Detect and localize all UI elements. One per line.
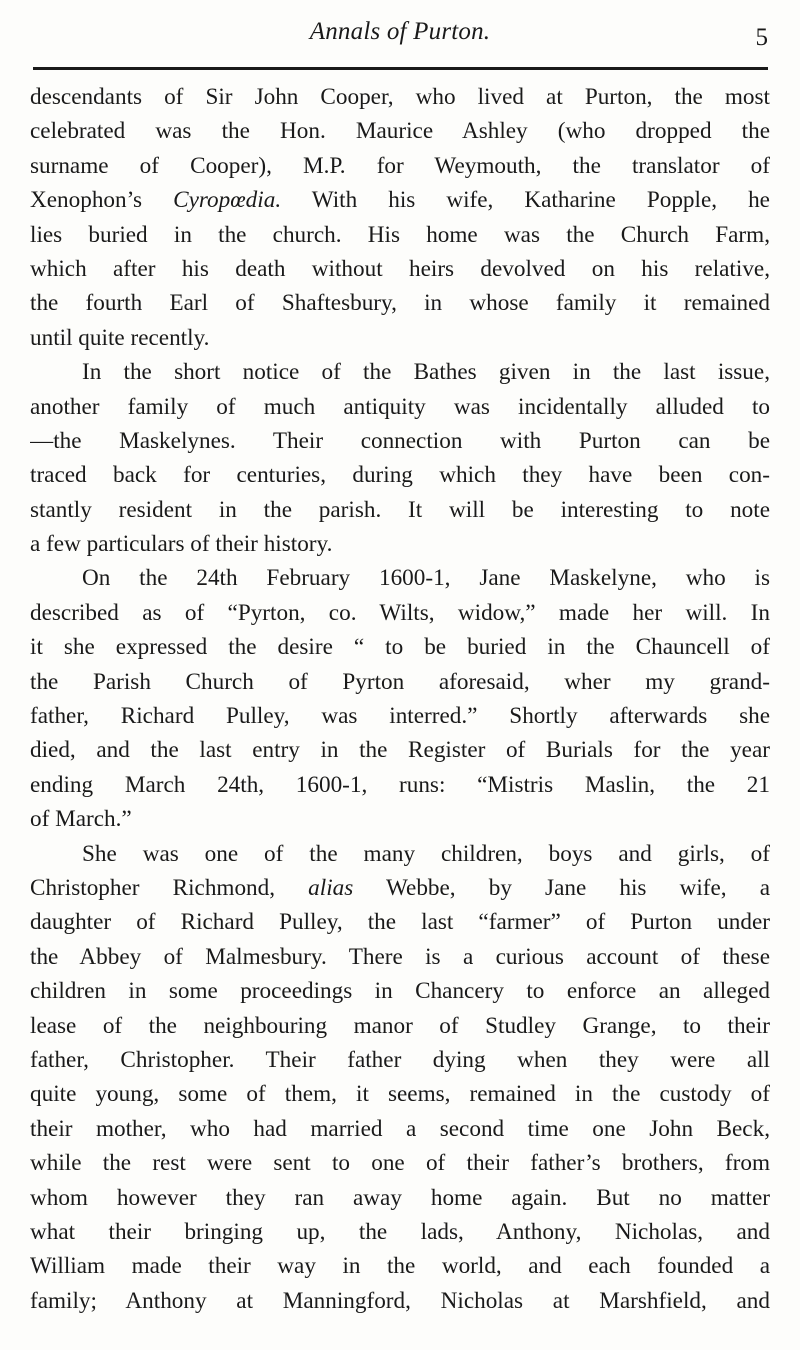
text-line: Xenophon’s Cyropœdia. With his wife, Katharine Popple, he xyxy=(30,187,770,214)
text-line: ending March 24th, 1600-1, runs: “Mistris Maslin, the 21 xyxy=(30,771,770,798)
text-line: In the short notice of the Bathes given in the last issue, xyxy=(82,359,770,386)
text-line: traced back for centuries, during which they have been con- xyxy=(30,462,770,489)
text-line: described as of “Pyrton, co. Wilts, widow,” made her will. In xyxy=(30,599,770,626)
text-line: the Abbey of Malmesbury. There is a curious account of these xyxy=(30,943,770,970)
text-line: William made their way in the world, and each founded a xyxy=(30,1253,770,1280)
text-line: surname of Cooper), M.P. for Weymouth, the translator of xyxy=(30,152,770,179)
text-line: father, Richard Pulley, was interred.” Shortly afterwards she xyxy=(30,703,770,730)
text-line: On the 24th February 1600-1, Jane Maskelyne, who is xyxy=(82,565,770,592)
text-line: while the rest were sent to one of their father’s brothers, from xyxy=(30,1150,770,1177)
text-line: a few particulars of their history. xyxy=(30,531,333,558)
text-line: of March.” xyxy=(30,806,132,833)
text-line: family; Anthony at Manningford, Nicholas at Marshfield, and xyxy=(30,1287,770,1314)
running-title: Annals of Purton. xyxy=(309,18,491,45)
text-line: another family of much antiquity was incidentally alluded to xyxy=(30,393,770,420)
text-line: Christopher Richmond, alias Webbe, by Jane his wife, a xyxy=(30,874,770,901)
text-line: She was one of the many children, boys and girls, of xyxy=(82,840,770,867)
text-line: —the Maskelynes. Their connection with Purton can be xyxy=(30,427,770,454)
text-line: the Parish Church of Pyrton aforesaid, wher my grand- xyxy=(30,668,770,695)
text-line: stantly resident in the parish. It will be interesting to note xyxy=(30,496,770,523)
page-number: 5 xyxy=(755,24,768,51)
header-rule xyxy=(33,67,768,70)
body-text xyxy=(30,80,770,1318)
text-line: descendants of Sir John Cooper, who lived at Purton, the most xyxy=(30,84,770,110)
text-line: died, and the last entry in the Register of Burials for the year xyxy=(30,737,770,764)
text-line: lies buried in the church. His home was the Church Farm, xyxy=(30,221,770,248)
text-line: what their bringing up, the lads, Anthony, Nicholas, and xyxy=(30,1218,770,1245)
page-header xyxy=(30,18,770,58)
text-line: until quite recently. xyxy=(30,324,210,351)
text-line: father, Christopher. Their father dying when they were all xyxy=(30,1046,770,1073)
text-line: lease of the neighbouring manor of Studley Grange, to their xyxy=(30,1012,770,1039)
text-line: the fourth Earl of Shaftesbury, in whose family it remained xyxy=(30,290,770,317)
text-line: celebrated was the Hon. Maurice Ashley (who dropped the xyxy=(30,118,770,145)
text-line: their mother, who had married a second time one John Beck, xyxy=(30,1115,770,1142)
text-line: it she expressed the desire “ to be buried in the Chauncell of xyxy=(30,634,770,661)
text-line: quite young, some of them, it seems, remained in the custody of xyxy=(30,1081,770,1108)
text-line: daughter of Richard Pulley, the last “farmer” of Purton under xyxy=(30,909,770,936)
text-line: children in some proceedings in Chancery to enforce an alleged xyxy=(30,978,770,1005)
text-line: which after his death without heirs devolved on his relative, xyxy=(30,255,770,282)
text-line: whom however they ran away home again. But no matter xyxy=(30,1184,770,1211)
